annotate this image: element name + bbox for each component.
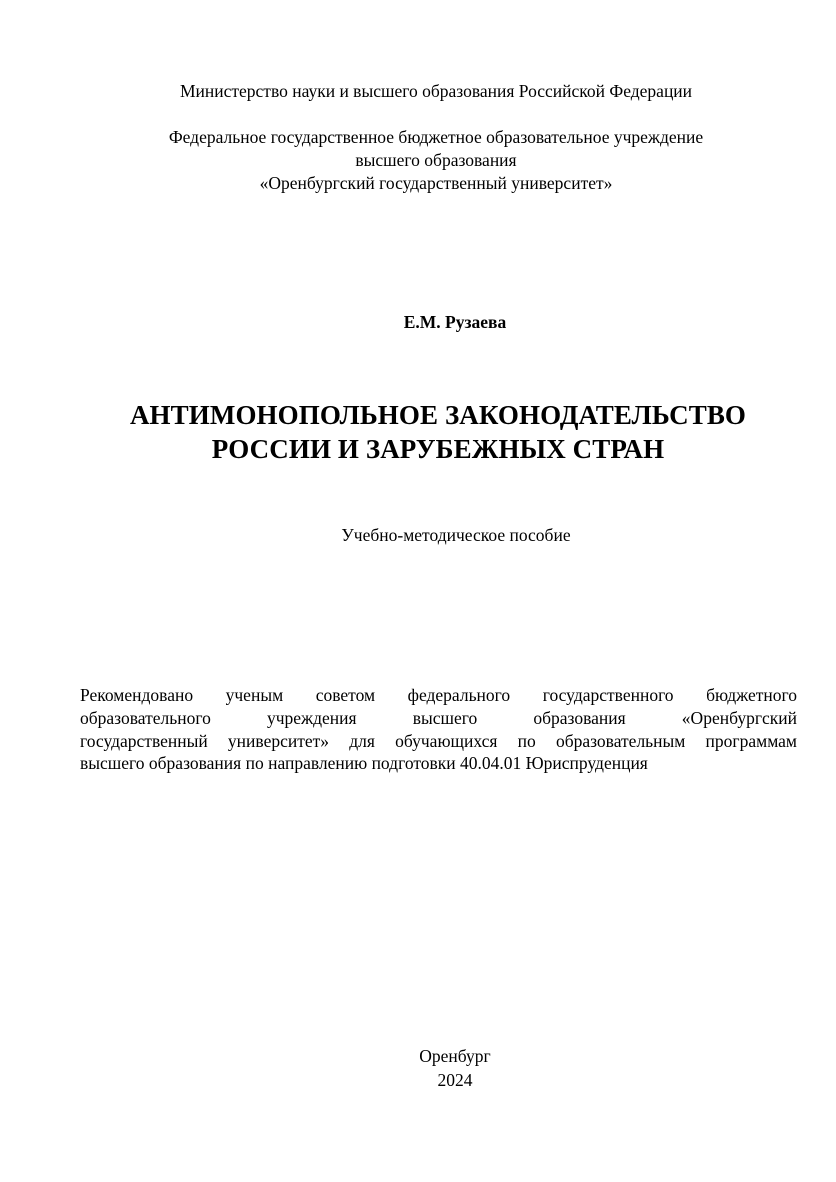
recommendation-line-2: образовательного учреждения высшего образования «Оренбургский xyxy=(80,708,797,728)
document-title-line-2: РОССИИ И ЗАРУБЕЖНЫХ СТРАН xyxy=(211,434,665,464)
recommendation-line-3: государственный университет» для обучающихся по образовательным программам xyxy=(80,731,797,751)
institution-line-3: «Оренбургский государственный университет» xyxy=(259,173,613,193)
imprint-city: Оренбург xyxy=(419,1046,491,1066)
recommendation-line-4: высшего образования по направлению подготовки 40.04.01 Юриспруденция xyxy=(80,753,648,773)
institution-line-2: высшего образования xyxy=(355,150,517,170)
author-name: Е.М. Рузаева xyxy=(403,312,507,332)
imprint-year: 2024 xyxy=(437,1070,473,1090)
ministry-line: Министерство науки и высшего образования Российской Федерации xyxy=(179,81,693,101)
institution-line-1: Федеральное государственное бюджетное образовательное учреждение xyxy=(168,127,704,147)
document-title-line-1: АНТИМОНОПОЛЬНОЕ ЗАКОНОДАТЕЛЬСТВО xyxy=(129,400,747,430)
document-subtitle: Учебно-методическое пособие xyxy=(341,525,571,545)
recommendation-line-1: Рекомендовано ученым советом федерального государственного бюджетного xyxy=(80,685,797,705)
